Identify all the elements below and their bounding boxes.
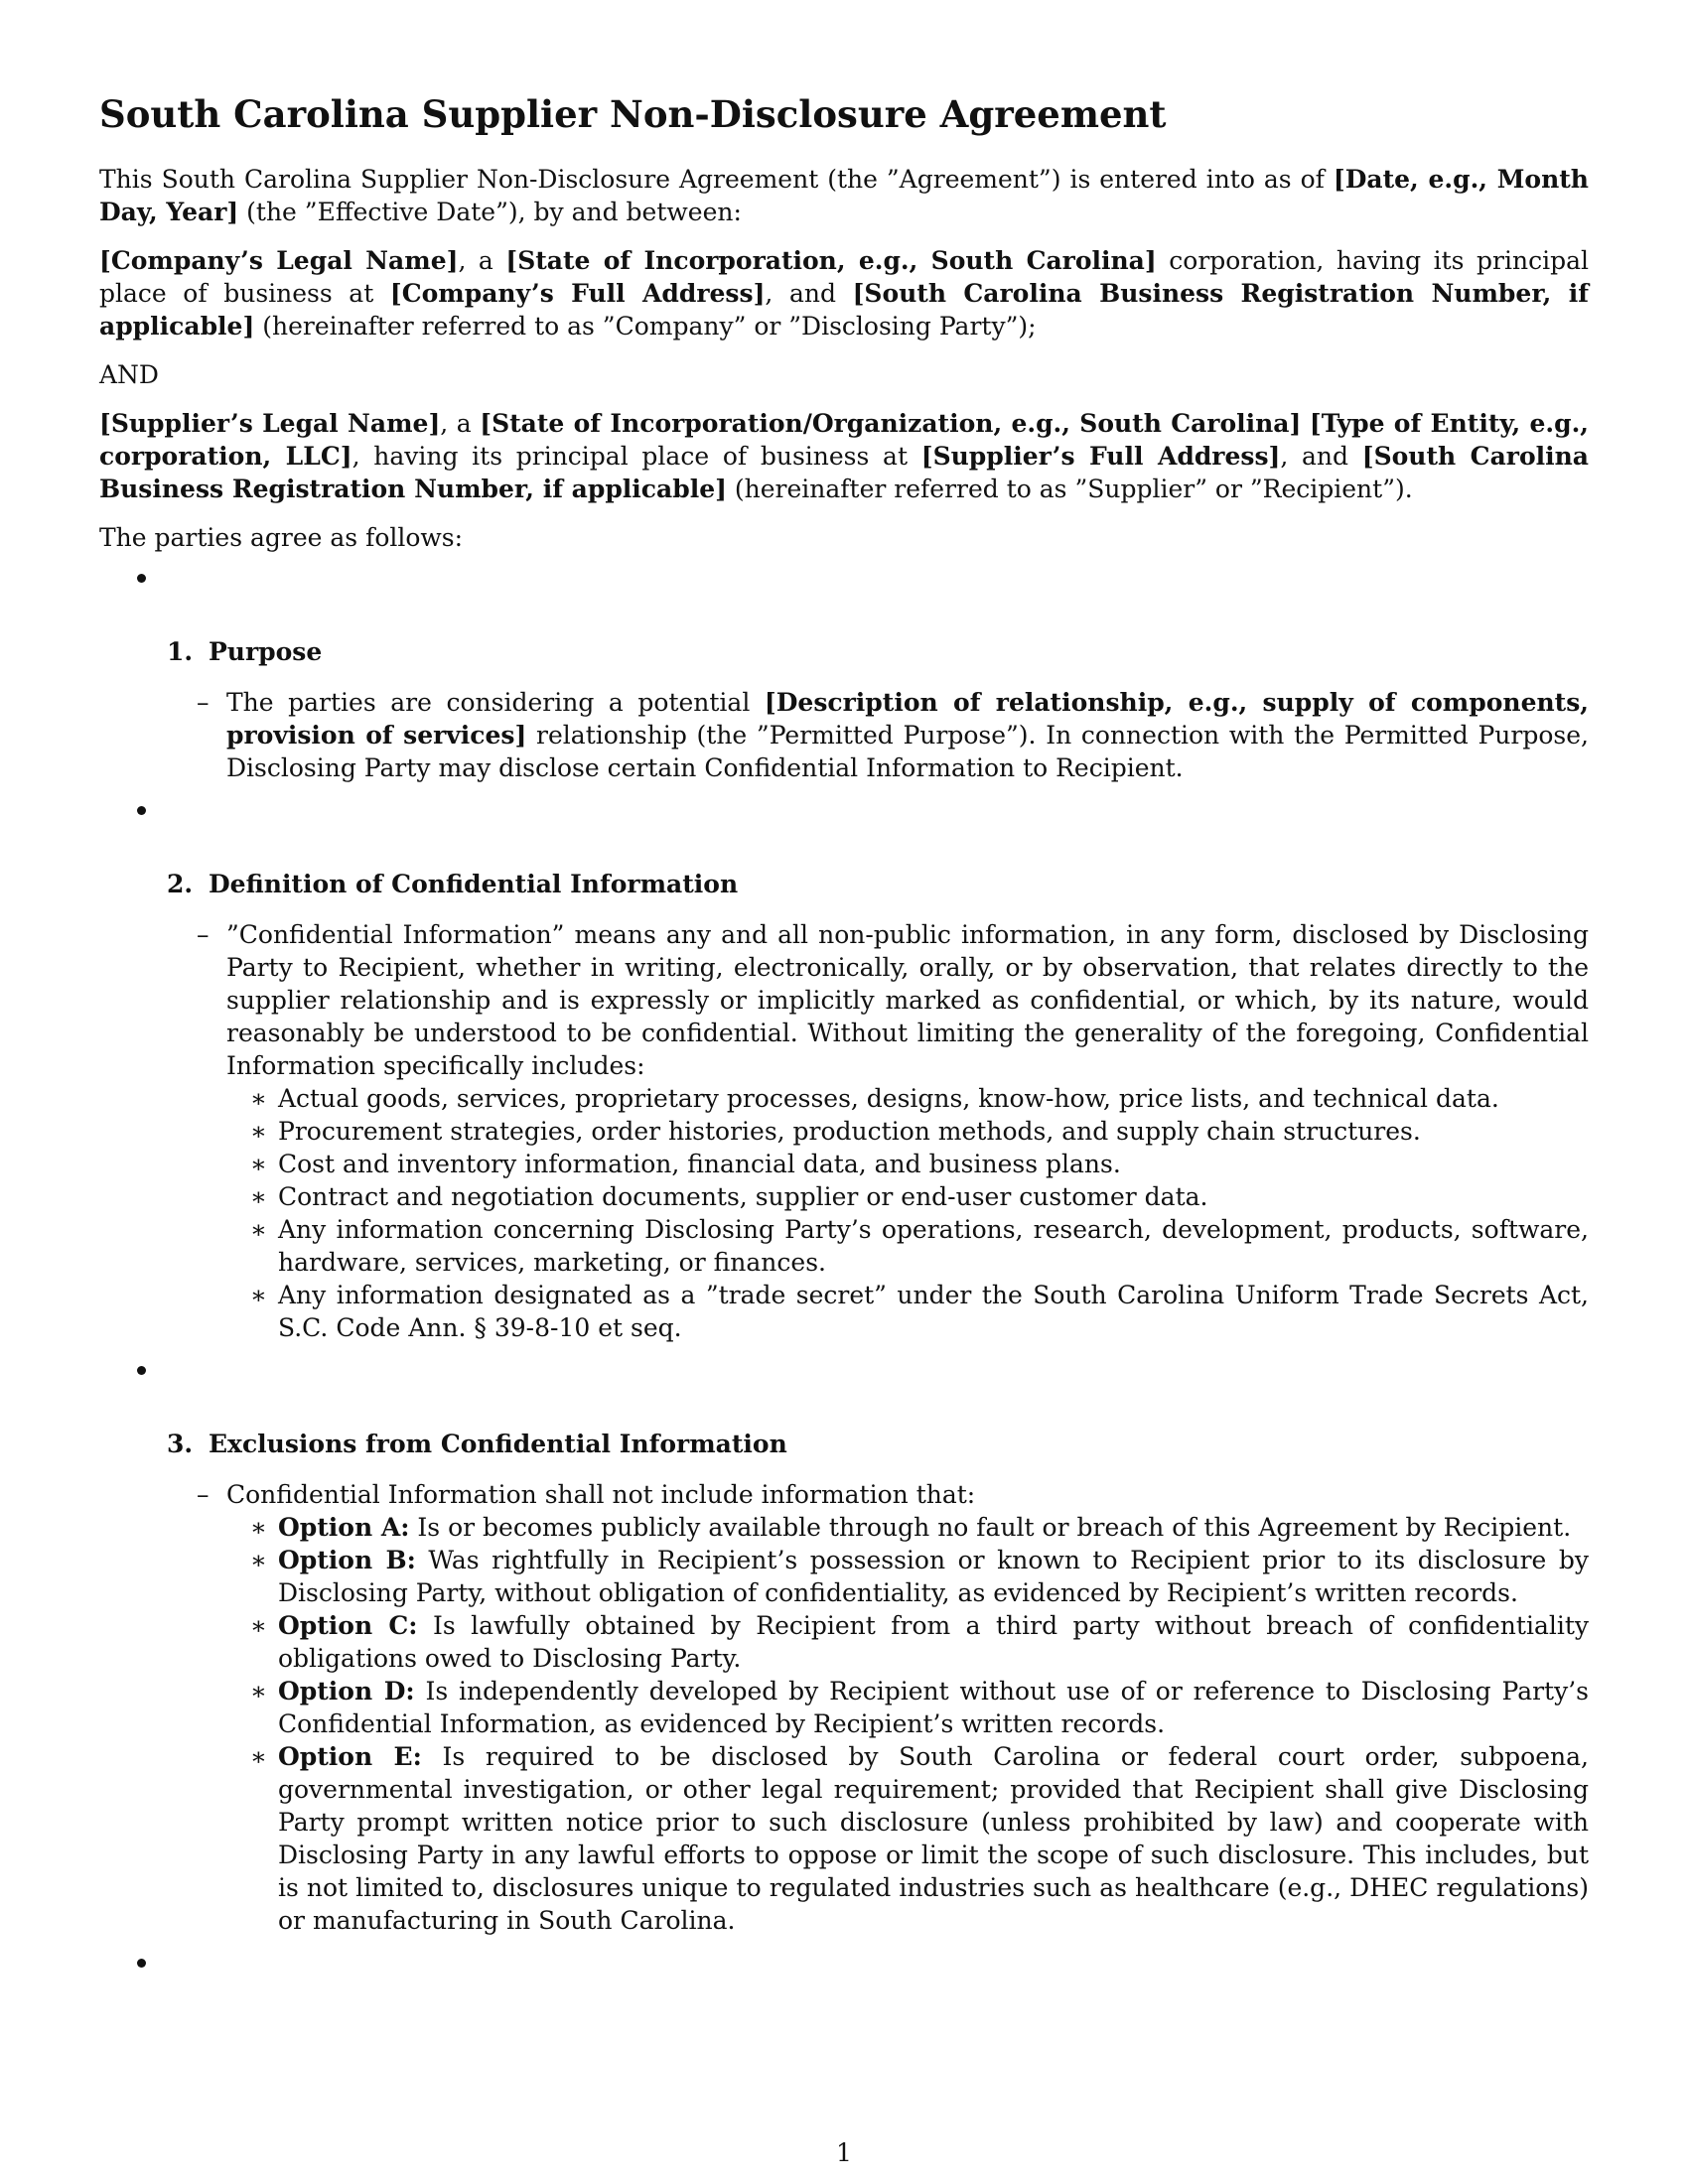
bullet-row <box>99 570 1589 635</box>
supplier-address-placeholder: [Supplier’s Full Address] <box>920 442 1281 471</box>
option-item <box>226 1544 1589 1609</box>
option-text: Is or becomes publicly available through no fault or breach of this Agreement by Recipient. <box>409 1513 1572 1542</box>
list-item <box>226 1279 1589 1344</box>
dash-marker: – <box>197 688 210 717</box>
purpose-text-1: The parties are considering a potential <box>226 688 765 717</box>
section-definition <box>167 868 1589 1344</box>
list-item <box>226 1180 1589 1213</box>
company-text-3: , and <box>765 279 853 308</box>
definition-list <box>226 1082 1589 1344</box>
purpose-text-2: relationship (the ”Permitted Purpose”). In connection with the Permitted Purpose, Disclosing Party may disclose certain Confidential Information to Recipient. <box>226 721 1589 782</box>
option-item <box>226 1609 1589 1675</box>
supplier-text-2 <box>1301 409 1310 438</box>
company-text-2: corporation, having its principal place of business at <box>99 246 1589 308</box>
option-text: Is independently developed by Recipient without use of or reference to Disclosing Party’s Confidential Information, as evidenced by Recipient’s written records. <box>278 1677 1589 1738</box>
star-marker: ∗ <box>250 1677 267 1706</box>
company-name-placeholder: [Company’s Legal Name] <box>99 246 459 275</box>
section-title: Definition of Confidential Information <box>209 870 739 898</box>
list-item-text: Any information concerning Disclosing Party’s operations, research, development, products, software, hardware, services, marketing, or finances. <box>278 1215 1589 1277</box>
star-marker: ∗ <box>250 1611 267 1640</box>
list-item <box>226 1082 1589 1115</box>
list-item <box>226 1115 1589 1148</box>
supplier-paragraph <box>99 407 1589 505</box>
bullet-row <box>99 802 1589 868</box>
section-number: 1. <box>167 637 194 666</box>
option-label: Option E: <box>278 1742 422 1771</box>
supplier-text-4: , and <box>1280 442 1362 471</box>
supplier-text-1: , a <box>440 409 481 438</box>
supplier-text-3: , having its principal place of business at <box>352 442 921 471</box>
star-marker: ∗ <box>250 1742 267 1771</box>
bullet-dot <box>137 1366 146 1375</box>
option-item <box>226 1740 1589 1937</box>
star-marker: ∗ <box>250 1215 267 1244</box>
dash-marker: – <box>197 920 210 949</box>
option-label: Option B: <box>278 1546 416 1574</box>
section-title: Purpose <box>209 637 323 666</box>
section-exclusions <box>167 1428 1589 1937</box>
company-registration-placeholder: [South Carolina Business Registration Number, if applicable] <box>99 279 1589 341</box>
star-marker: ∗ <box>250 1084 267 1113</box>
supplier-name-placeholder: [Supplier’s Legal Name] <box>99 409 441 438</box>
list-item <box>226 1148 1589 1180</box>
bullet-dot <box>137 1959 146 1968</box>
supplier-entity-placeholder: [Type of Entity, e.g., corporation, LLC] <box>99 409 1590 471</box>
agree-paragraph: The parties agree as follows: <box>99 523 464 552</box>
star-marker: ∗ <box>250 1182 267 1211</box>
exclusions-item <box>167 1478 1589 1937</box>
dash-marker: – <box>197 1480 210 1509</box>
option-text: Was rightfully in Recipient’s possession or known to Recipient prior to its disclosure by Disclosing Party, without obligation of confidentiality, as evidenced by Recipient’s written records. <box>278 1546 1589 1607</box>
list-item-text: Any information designated as a ”trade secret” under the South Carolina Uniform Trade Secrets Act, S.C. Code Ann. § 39-8-10 et seq. <box>278 1281 1589 1342</box>
company-address-placeholder: [Company’s Full Address] <box>389 279 766 308</box>
definition-text: ”Confidential Information” means any and all non-public information, in any form, disclosed by Disclosing Party to Recipient, whether in writing, electronically, orally, or by observation, that relates directly to the supplier relationship and is expressly or implicitly marked as confidential, or which, by its nature, would reasonably be understood to be confidential. Without limiting the generality of the foregoing, Confidential Information specifically includes: <box>226 920 1589 1080</box>
company-state-placeholder: [State of Incorporation, e.g., South Carolina] <box>505 246 1157 275</box>
company-paragraph <box>99 244 1589 342</box>
intro-paragraph <box>99 163 1589 228</box>
bullet-row <box>99 1362 1589 1428</box>
list-item-text: Contract and negotiation documents, supplier or end-user customer data. <box>278 1182 1208 1211</box>
section-title: Exclusions from Confidential Information <box>209 1430 787 1458</box>
list-item-text: Cost and inventory information, financial data, and business plans. <box>278 1150 1121 1178</box>
list-item <box>226 1213 1589 1279</box>
star-marker: ∗ <box>250 1546 267 1574</box>
exclusions-list <box>226 1511 1589 1937</box>
bullet-dot <box>137 574 146 583</box>
purpose-item <box>167 686 1589 784</box>
option-text: Is lawfully obtained by Recipient from a third party without breach of confidentiality obligations owed to Disclosing Party. <box>278 1611 1590 1673</box>
supplier-registration-placeholder: [South Carolina Business Registration Number, if applicable] <box>99 442 1589 503</box>
option-item <box>226 1675 1589 1740</box>
intro-text-1: This South Carolina Supplier Non-Disclosure Agreement (the ”Agreement”) is entered into as of <box>99 165 1334 194</box>
option-label: Option C: <box>278 1611 418 1640</box>
option-item <box>226 1511 1589 1544</box>
supplier-text-5: (hereinafter referred to as ”Supplier” or ”Recipient”). <box>726 475 1413 503</box>
intro-text-2: (the ”Effective Date”), by and between: <box>238 198 742 226</box>
star-marker: ∗ <box>250 1281 267 1309</box>
section-heading <box>167 1428 1589 1460</box>
section-purpose <box>167 635 1589 784</box>
list-item-text: Actual goods, services, proprietary processes, designs, know-how, price lists, and technical data. <box>278 1084 1499 1113</box>
bullet-dot <box>137 806 146 815</box>
bullet-row <box>99 1955 1589 2020</box>
company-text-4: (hereinafter referred to as ”Company” or ”Disclosing Party”); <box>254 312 1037 341</box>
exclusions-text: Confidential Information shall not include information that: <box>226 1480 976 1509</box>
section-heading <box>167 635 1589 668</box>
list-item-text: Procurement strategies, order histories, production methods, and supply chain structures. <box>278 1117 1421 1146</box>
section-heading <box>167 868 1589 900</box>
star-marker: ∗ <box>250 1117 267 1146</box>
star-marker: ∗ <box>250 1150 267 1178</box>
document-title: South Carolina Supplier Non-Disclosure Agreement <box>99 92 1167 136</box>
company-text-1: , a <box>458 246 506 275</box>
section-number: 3. <box>167 1430 194 1458</box>
option-text: Is required to be disclosed by South Carolina or federal court order, subpoena, governmental investigation, or other legal requirement; provided that Recipient shall give Disclosing Party prompt written notice prior to such disclosure (unless prohibited by law) and cooperate with Disclosing Party in any lawful efforts to oppose or limit the scope of such disclosure. This includes, but is not limited to, disclosures unique to regulated industries such as healthcare (e.g., DHEC regulations) or manufacturing in South Carolina. <box>278 1742 1589 1935</box>
section-number: 2. <box>167 870 194 898</box>
option-label: Option D: <box>278 1677 415 1706</box>
definition-item <box>167 918 1589 1344</box>
option-label: Option A: <box>278 1513 410 1542</box>
and-separator: AND <box>99 360 159 389</box>
page-number: 1 <box>836 2138 852 2167</box>
date-placeholder: [Date, e.g., Month Day, Year] <box>99 165 1589 226</box>
document-page <box>99 91 1589 2020</box>
supplier-state-placeholder: [State of Incorporation/Organization, e.g., South Carolina] <box>480 409 1302 438</box>
star-marker: ∗ <box>250 1513 267 1542</box>
relationship-placeholder: [Description of relationship, e.g., supply of components, provision of services] <box>226 688 1589 750</box>
